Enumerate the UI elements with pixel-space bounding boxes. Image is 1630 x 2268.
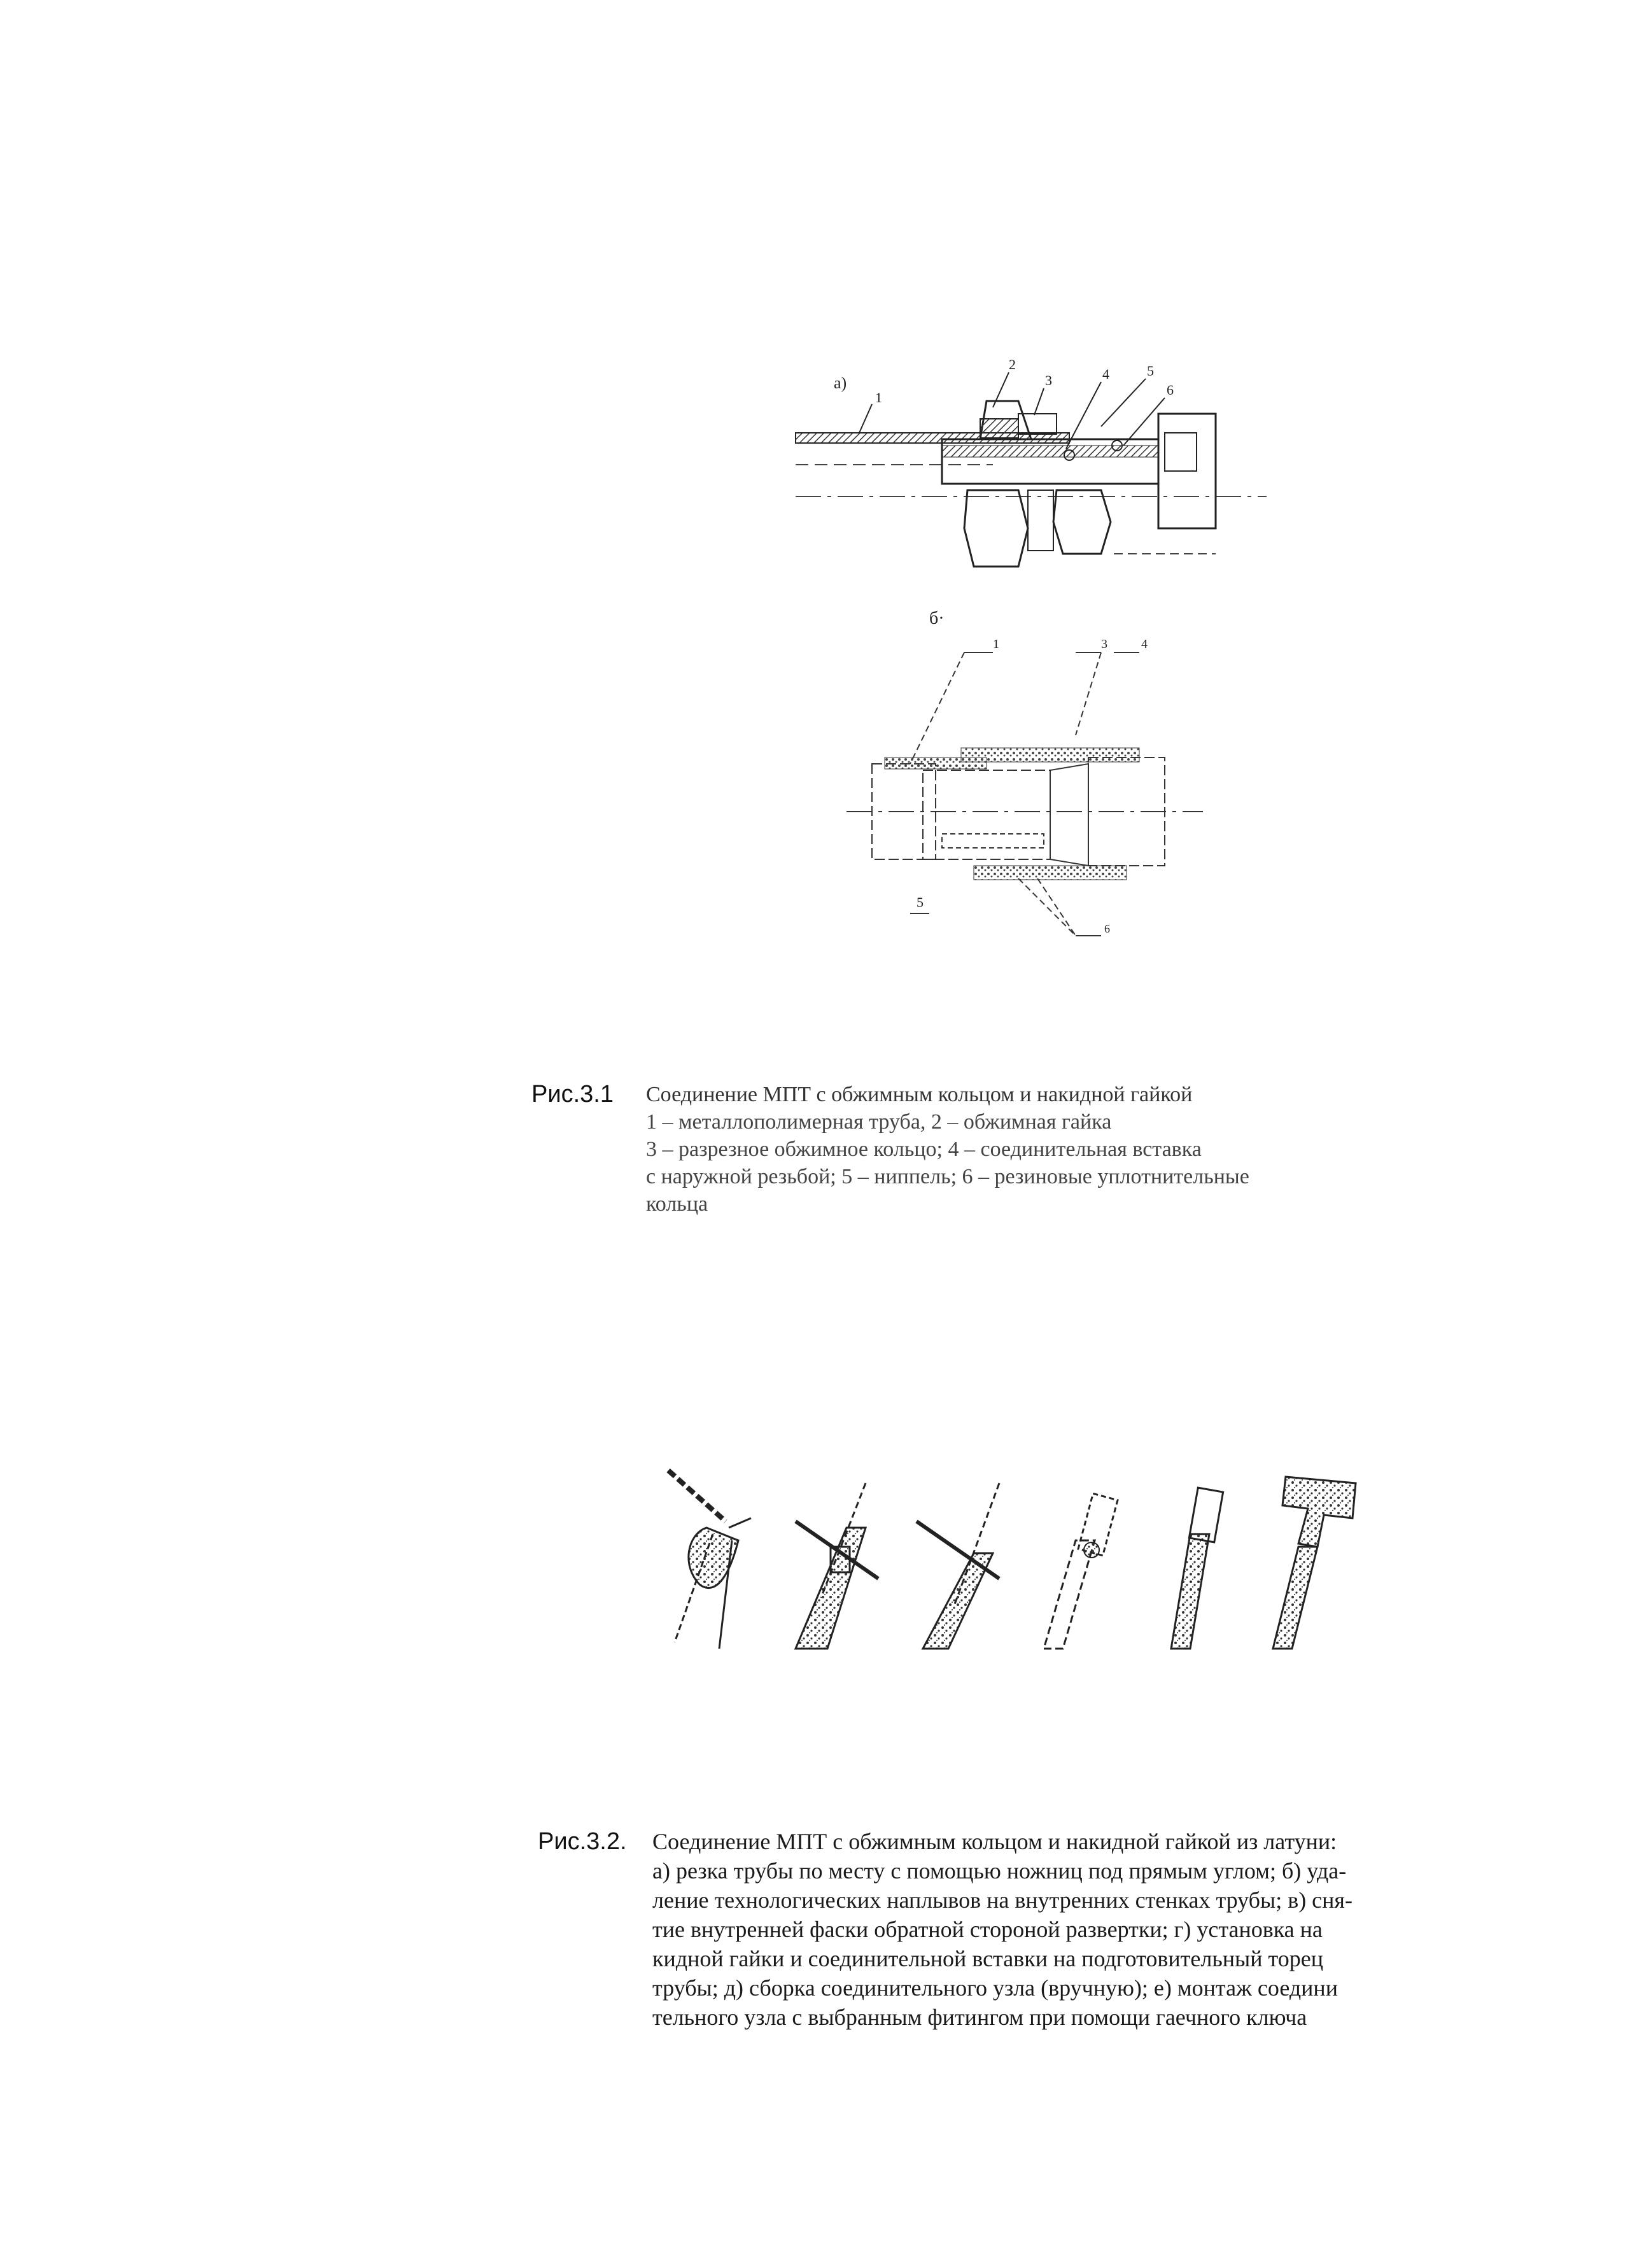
- hex-nut-2: [1053, 490, 1111, 554]
- assembly-steps-drawing: [649, 1458, 1381, 1687]
- leader-b-3: [1076, 652, 1101, 735]
- caption-line: кидной гайки и соединительной вставки на подготовительный торец: [652, 1946, 1323, 1971]
- leader-b-6a: [1018, 878, 1076, 936]
- nut-hatch: [980, 419, 1018, 438]
- figure-3-1-caption: [531, 1081, 1423, 1218]
- leader-b-1: [910, 652, 964, 764]
- caption-line: ление технологических наплывов на внутренних стенках трубы; в) сня-: [652, 1887, 1352, 1913]
- caption-line: с наружной резьбой; 5 – ниппель; 6 – резиновые уплотнительные: [646, 1165, 1249, 1188]
- callout-a-3: 3: [1045, 372, 1052, 388]
- ring-b: [1050, 764, 1088, 866]
- hex-nut-1: [964, 490, 1028, 567]
- caption-line: 3 – разрезное обжимное кольцо; 4 – соединительная вставка: [646, 1138, 1202, 1161]
- compression-fitting-drawing-a: [783, 344, 1267, 586]
- caption-line: трубы; д) сборка соединительного узла (вручную); е) монтаж соедини: [652, 1975, 1338, 2001]
- figure-3-1-panel-b: [847, 598, 1203, 955]
- caption-line: 1 – металлополимерная труба, 2 – обжимная гайка: [646, 1110, 1112, 1134]
- callout-a-1: 1: [875, 390, 882, 405]
- callout-b-3: 3: [1101, 637, 1107, 651]
- panel-a-label: а): [834, 374, 847, 392]
- callout-a-6: 6: [1167, 382, 1174, 398]
- nut-wall-bottom-b: [974, 866, 1127, 880]
- step-f-wrench: [1273, 1477, 1356, 1649]
- callout-a-4: 4: [1102, 366, 1109, 382]
- step-d-nut-install: [1044, 1493, 1118, 1649]
- callout-b-1: 1: [993, 637, 999, 651]
- caption-line: тельного узла с выбранным фитингом при помощи гаечного ключа: [652, 2004, 1307, 2030]
- nut-wall-top-b: [961, 748, 1139, 762]
- nipple-bore: [1165, 433, 1197, 471]
- callout-b-4: 4: [1141, 637, 1148, 651]
- callout-b-6: 6: [1104, 922, 1110, 935]
- caption-line: тие внутренней фаски обратной стороной развертки; г) установка на: [652, 1917, 1323, 1942]
- caption-line: а) резка трубы по месту с помощью ножниц под прямым углом; б) уда-: [652, 1858, 1347, 1884]
- caption-label: Рис.3.2.: [538, 1828, 627, 1855]
- step-b-deburring: [796, 1483, 878, 1649]
- leader-3: [1034, 388, 1044, 415]
- figure-3-2-steps: [649, 1458, 1381, 1687]
- figure-3-1-panel-a: [783, 344, 1267, 586]
- leader-b-6b: [1037, 878, 1076, 936]
- leader-5: [1101, 379, 1146, 426]
- leader-2: [993, 372, 1009, 407]
- step-e-hand-assembly: [1171, 1488, 1223, 1649]
- callout-a-2: 2: [1009, 356, 1016, 372]
- callout-b-5: 5: [917, 894, 924, 910]
- callout-a-5: 5: [1147, 363, 1154, 379]
- caption-line: кольца: [646, 1192, 708, 1216]
- step-c-chamfer: [917, 1483, 999, 1649]
- caption-title: Соединение МПТ с обжимным кольцом и накидной гайкой из латуни:: [652, 1829, 1337, 1854]
- caption-title: Соединение МПТ с обжимным кольцом и накидной гайкой: [646, 1083, 1193, 1106]
- panel-b-label: б·: [929, 609, 945, 628]
- fitting-hatch: [942, 446, 1158, 457]
- compression-fitting-drawing-b: [847, 598, 1203, 955]
- step-a-scissors: [668, 1470, 751, 1649]
- seal-rings-b: [942, 834, 1044, 848]
- insert-body: [1028, 490, 1053, 551]
- leader-1: [859, 404, 872, 433]
- caption-label: Рис.3.1: [531, 1081, 614, 1108]
- figure-3-2-caption: [538, 1827, 1467, 2032]
